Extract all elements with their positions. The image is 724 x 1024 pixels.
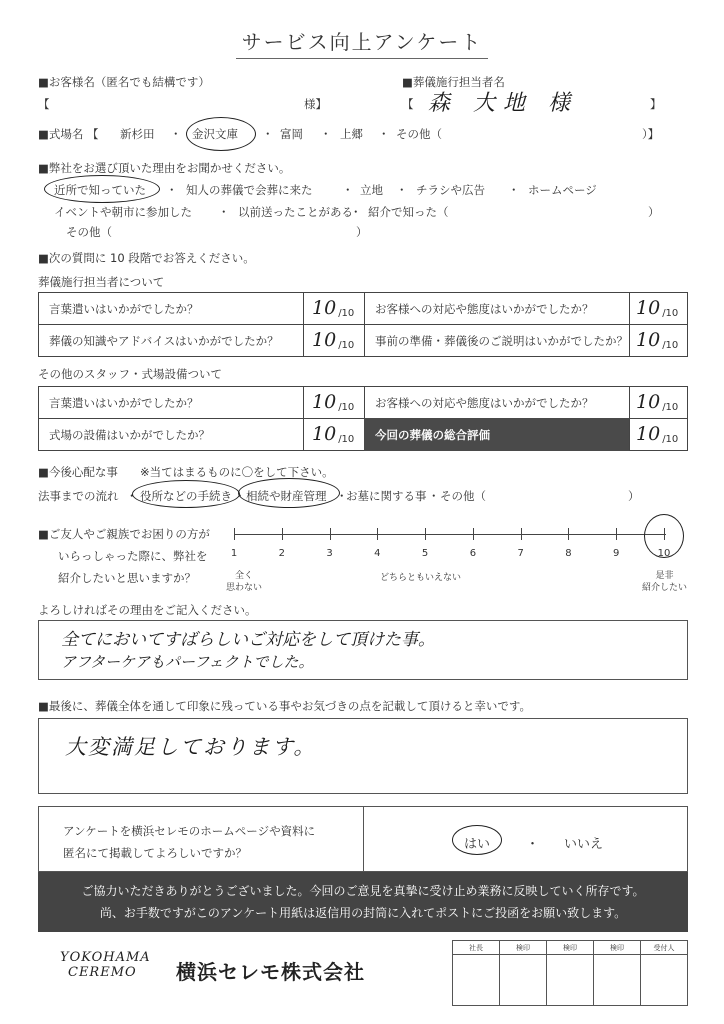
impression-label: ■最後に、葬儀全体を通して印象に残っている事やお気づきの点を記載して頂けると幸いです。 <box>38 699 531 713</box>
reason-option-previous[interactable]: 以前送ったことがある <box>238 205 353 219</box>
other-q3-text: 式場の設備はいかがでしたか？ <box>49 428 210 442</box>
other-q3-score-cell[interactable]: 10 /10 <box>303 418 365 451</box>
recommend-mid-label: どちらともいえない <box>380 573 462 583</box>
reason-label: ■弊社をお選び頂いた理由をお聞かせください。 <box>38 161 291 175</box>
concern-option-memorial-flow[interactable]: 法事までの流れ <box>38 489 119 503</box>
scale-tick-9[interactable] <box>616 528 617 540</box>
scale-label-6: 6 <box>469 548 477 559</box>
venue-option-other[interactable]: その他（ <box>396 127 442 141</box>
other-q2-score-cell[interactable]: 10 /10 <box>629 386 688 419</box>
company-name: 横浜セレモ株式会社 <box>176 960 365 984</box>
publish-selected-circle <box>452 825 502 855</box>
reason-write-label: よろしければその理由をご記入ください。 <box>38 603 257 617</box>
concern-option-procedures[interactable]: 役所などの手続き <box>140 489 232 503</box>
recommend-left-label-2: 思わない <box>226 583 263 593</box>
concern-selected-circle-2 <box>238 478 340 508</box>
logo-bottom-text: CEREMO <box>68 965 137 980</box>
concern-option-grave[interactable]: お墓に関する事 <box>346 489 427 503</box>
recommend-question-line1: ■ご友人やご親族でお困りの方が <box>38 527 210 541</box>
venue-option-tomioka[interactable]: 富岡 <box>280 127 303 141</box>
other-q1-cell <box>38 386 304 419</box>
reason-write-line2: アフターケアもパーフェクトでした。 <box>61 653 314 671</box>
customer-name-label: ■お客様名（匿名でも結構です） <box>38 75 210 89</box>
staff-q4-cell <box>364 324 630 357</box>
publish-yes-option[interactable]: はい <box>464 837 491 852</box>
reason-option-referral[interactable]: 紹介で知った（ <box>368 205 449 219</box>
recommend-left-label-1: 全く <box>235 571 254 581</box>
stamp-head-check-3: 検印 <box>594 941 640 955</box>
footer-line1: ご協力いただきありがとうございました。今回のご意見を真摯に受け止め業務に反映していく所存です。 <box>81 884 645 898</box>
reason-row3-close: ） <box>356 225 368 239</box>
staff-q2-cell <box>364 292 630 325</box>
rating-section-label: ■次の質問に 10 段階でお答えください。 <box>38 251 255 265</box>
stamp-head-receiver: 受付人 <box>641 941 687 955</box>
impression-text: 大変満足しております。 <box>65 735 317 759</box>
stamp-head-check-1: 検印 <box>500 941 546 955</box>
staff-q2-score-cell[interactable]: 10 /10 <box>629 292 688 325</box>
overall-rating-text: 今回の葬儀の総合評価 <box>375 428 490 442</box>
reason-write-line1: 全てにおいてすばらしいご対応をして頂けた事。 <box>61 630 435 650</box>
publish-question-box <box>38 806 364 872</box>
overall-score-cell[interactable]: 10 /10 <box>629 418 688 451</box>
venue-option-kamigo[interactable]: 上郷 <box>340 127 363 141</box>
scale-label-2: 2 <box>278 548 285 559</box>
staff-q2-score: 10 <box>636 297 661 319</box>
concern-option-inheritance[interactable]: 相続や財産管理 <box>246 489 327 503</box>
publish-separator: ・ <box>526 837 540 852</box>
scale-label-8: 8 <box>565 548 572 559</box>
reason-option-neighborhood[interactable]: 近所で知っていた <box>54 183 146 197</box>
concerns-note: ※当てはまるものに〇をして下さい。 <box>140 465 334 479</box>
staff-q4-score-cell[interactable]: 10 /10 <box>629 324 688 357</box>
approval-stamp-grid <box>452 940 688 1006</box>
stamp-head-president: 社長 <box>453 941 499 955</box>
staff-q3-score: 10 <box>312 329 337 351</box>
staff-q1-cell <box>38 292 304 325</box>
other-q2-text: お客様への対応や態度はいかがでしたか？ <box>375 396 594 410</box>
reason-option-other[interactable]: その他（ <box>66 225 112 239</box>
concern-selected-circle-1 <box>132 480 240 508</box>
footer-banner <box>38 872 688 932</box>
concern-option-other[interactable]: その他（ <box>440 489 486 503</box>
staff-q1-score: 10 <box>312 297 337 319</box>
scale-tick-3[interactable] <box>330 528 331 540</box>
other-q2-cell <box>364 386 630 419</box>
other-q1-text: 言葉遣いはいかがでしたか？ <box>49 396 199 410</box>
staff-name-label: ■葬儀施行担当者名 <box>402 75 505 89</box>
reason-write-box[interactable] <box>38 620 688 680</box>
reason-option-flyer[interactable]: チラシや広告 <box>416 183 485 197</box>
impression-box[interactable] <box>38 718 688 794</box>
other-q3-score: 10 <box>312 423 337 445</box>
scale-label-4: 4 <box>374 548 381 559</box>
stamp-head-check-2: 検印 <box>547 941 593 955</box>
footer-line2: 尚、お手数ですがこのアンケート用紙は返信用の封筒に入れてポストにご投函をお願い致します。 <box>99 906 627 920</box>
venue-option-kanazawabunko[interactable]: 金沢文庫 <box>192 127 238 141</box>
staff-q4-score: 10 <box>636 329 661 351</box>
other-q1-score: 10 <box>312 391 337 413</box>
publish-no-option[interactable]: いいえ <box>564 837 604 852</box>
scale-tick-1[interactable] <box>234 528 235 540</box>
scale-label-10: 10 <box>657 548 671 559</box>
staff-q4-text: 事前の準備・葬儀後のご説明はいかがでしたか？ <box>375 334 628 348</box>
reason-row2-close: ） <box>648 205 660 219</box>
staff-q1-text: 言葉遣いはいかがでしたか？ <box>49 302 199 316</box>
staff-bracket-open: 【 <box>402 97 414 111</box>
other-q2-score: 10 <box>636 391 661 413</box>
reason-option-location[interactable]: 立地 <box>360 183 383 197</box>
concerns-label: ■今後心配な事 <box>38 465 118 479</box>
staff-q3-text: 葬儀の知識やアドバイスはいかがでしたか？ <box>49 334 279 348</box>
staff-q3-score-cell[interactable]: 10 /10 <box>303 324 365 357</box>
staff-name-field[interactable]: 森 大地 様 <box>428 91 578 116</box>
scale-tick-5[interactable] <box>425 528 426 540</box>
customer-bracket-open: 【 <box>38 97 50 111</box>
customer-name-field[interactable] <box>60 92 300 110</box>
venue-selected-circle <box>186 117 256 151</box>
page-title: サービス向上アンケート <box>241 30 483 54</box>
staff-q3-cell <box>38 324 304 357</box>
recommend-right-label-1: 是非 <box>655 571 674 581</box>
reason-selected-circle <box>44 175 160 203</box>
scale-label-1: 1 <box>230 548 238 559</box>
title-underline <box>236 58 488 59</box>
staff-q1-score-cell[interactable]: 10 /10 <box>303 292 365 325</box>
customer-suffix: 様】 <box>304 97 327 111</box>
venue-option-shinsugita[interactable]: 新杉田 <box>120 127 155 141</box>
company-logo <box>60 950 166 990</box>
scale-label-5: 5 <box>421 548 429 559</box>
scale-tick-4[interactable] <box>377 528 378 540</box>
staff-bracket-close: 】 <box>650 97 662 111</box>
scale-tick-2[interactable] <box>282 528 283 540</box>
scale-label-9: 9 <box>613 548 620 559</box>
staff-q2-text: お客様への対応や態度はいかがでしたか？ <box>375 302 594 316</box>
scale-tick-10[interactable] <box>664 528 665 540</box>
recommend-question-line3: 紹介したいと思いますか？ <box>58 571 196 585</box>
staff-rating-heading: 葬儀施行担当者について <box>38 275 165 289</box>
concerns-close: ） <box>628 489 640 503</box>
scale-label-3: 3 <box>326 548 333 559</box>
reason-option-homepage[interactable]: ホームページ <box>528 183 597 197</box>
venue-close: ）】 <box>642 127 660 141</box>
overall-rating-cell <box>364 418 630 451</box>
recommend-question-line2: いらっしゃった際に、弊社を <box>58 549 208 563</box>
scale-tick-6[interactable] <box>473 528 474 540</box>
other-q3-cell <box>38 418 304 451</box>
publish-question-line1: アンケートを横浜セレモのホームページや資料に <box>63 824 316 838</box>
reason-option-event[interactable]: イベントや朝市に参加した <box>54 205 192 219</box>
publish-answer-box <box>363 806 688 872</box>
publish-question-line2: 匿名にて掲載してよろしいですか？ <box>63 846 247 860</box>
other-q1-score-cell[interactable]: 10 /10 <box>303 386 365 419</box>
recommend-right-label-2: 紹介したい <box>642 583 688 593</box>
scale-label-7: 7 <box>517 548 524 559</box>
overall-score: 10 <box>636 423 661 445</box>
scale-tick-7[interactable] <box>521 528 522 540</box>
logo-top-text: YOKOHAMA <box>60 950 151 965</box>
scale-tick-8[interactable] <box>568 528 569 540</box>
other-rating-heading: その他のスタッフ・式場設備ついて <box>38 367 222 381</box>
reason-option-acquaintance[interactable]: 知人の葬儀で会葬に来た <box>186 183 313 197</box>
recommend-scale-line <box>234 534 666 535</box>
venue-label: ■式場名 【 <box>38 127 99 141</box>
